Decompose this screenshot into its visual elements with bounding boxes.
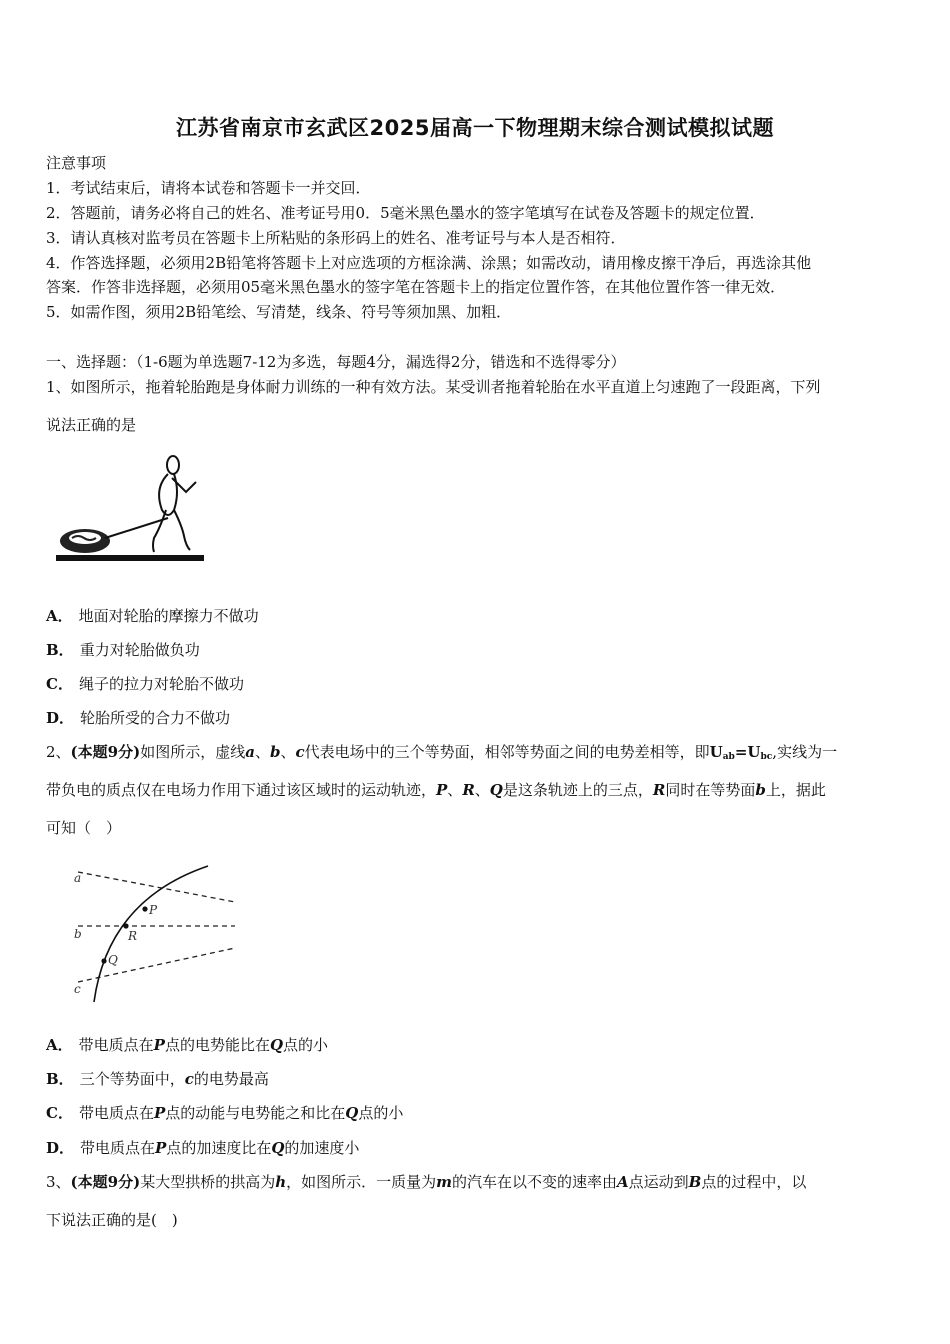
ground-line (56, 555, 204, 561)
q2-option-d[interactable]: D． 带电质点在P点的加速度比在Q的加速度小 (46, 1139, 360, 1157)
notice-heading: 注意事项 (46, 154, 107, 172)
equipotential-figure (70, 860, 240, 1005)
point-p (142, 906, 147, 911)
label-b: b (74, 927, 82, 941)
q1-option-d[interactable]: D． 轮胎所受的合力不做功 (46, 709, 231, 727)
q1-option-c[interactable]: C． 绳子的拉力对轮胎不做功 (46, 675, 244, 693)
runner-icon (153, 456, 196, 552)
point-q (101, 958, 106, 963)
tire-runner-figure (50, 448, 210, 570)
q2-stem-line3: 可知（ ） (46, 819, 122, 837)
tire-icon (60, 529, 110, 553)
notice-item: 1．考试结束后，请将本试卷和答题卡一并交回． (46, 179, 371, 197)
q2-option-a[interactable]: A． 带电质点在P点的电势能比在Q点的小 (46, 1036, 329, 1054)
section-heading: 一、选择题：（1-6题为单选题7-12为多选，每题4分，漏选得2分，错选和不选得零分） (46, 353, 626, 371)
q1-stem-line1: 1、如图所示，拖着轮胎跑是身体耐力训练的一种有效方法。某受训者拖着轮胎在水平直道上匀速跑了一段距离，下列 (46, 378, 821, 396)
equipotential-line-c (78, 948, 235, 982)
page-title: 江苏省南京市玄武区2025届高一下物理期末综合测试模拟试题 (176, 116, 774, 140)
q2-option-c[interactable]: C． 带电质点在P点的动能与电势能之和比在Q点的小 (46, 1104, 404, 1122)
equipotential-line-a (78, 872, 235, 902)
point-r (123, 923, 128, 928)
notice-item: 答案．作答非选择题，必须用05毫米黑色墨水的签字笔在答题卡上的指定位置作答，在其他位置作答一律无效． (46, 278, 786, 296)
label-c: c (74, 982, 81, 996)
label-a: a (74, 871, 82, 885)
q2-option-b[interactable]: B． 三个等势面中，c的电势最高 (46, 1070, 269, 1088)
q1-stem-line2: 说法正确的是 (46, 416, 137, 434)
label-q: Q (108, 953, 118, 967)
notice-item: 4．作答选择题，必须用2B铅笔将答题卡上对应选项的方框涂满、涂黑；如需改动，请用橡皮擦干净后，再选涂其他 (46, 254, 812, 272)
q2-stem-line2: 带负电的质点仅在电场力作用下通过该区域时的运动轨迹，P、R、Q是这条轨迹上的三点，R同时在等势面b上，据此 (46, 781, 826, 799)
notice-item: 3．请认真核对监考员在答题卡上所粘贴的条形码上的姓名、准考证号与本人是否相符． (46, 229, 626, 247)
notice-item: 2．答题前，请务必将自己的姓名、准考证号用0．5毫米黑色墨水的签字笔填写在试卷及答题卡的规定位置． (46, 204, 765, 222)
label-p: P (149, 903, 158, 917)
label-r: R (128, 929, 138, 943)
q3-stem-line2: 下说法正确的是( ) (46, 1211, 178, 1229)
q2-stem-line1: 2、(本题9分)如图所示，虚线a、b、c代表电场中的三个等势面，相邻等势面之间的电势差相等，即$U_{ab}=U_{bc}$,实线为一 (46, 743, 838, 762)
notice-item: 5．如需作图，须用2B铅笔绘、写清楚，线条、符号等须加黑、加粗． (46, 303, 512, 321)
q3-stem-line1: 3、(本题9分)某大型拱桥的拱高为h，如图所示．一质量为m的汽车在以不变的速率由A点运动到B点的过程中，以 (46, 1173, 807, 1191)
q1-option-b[interactable]: B． 重力对轮胎做负功 (46, 641, 200, 659)
q1-option-a[interactable]: A． 地面对轮胎的摩擦力不做功 (46, 607, 259, 625)
